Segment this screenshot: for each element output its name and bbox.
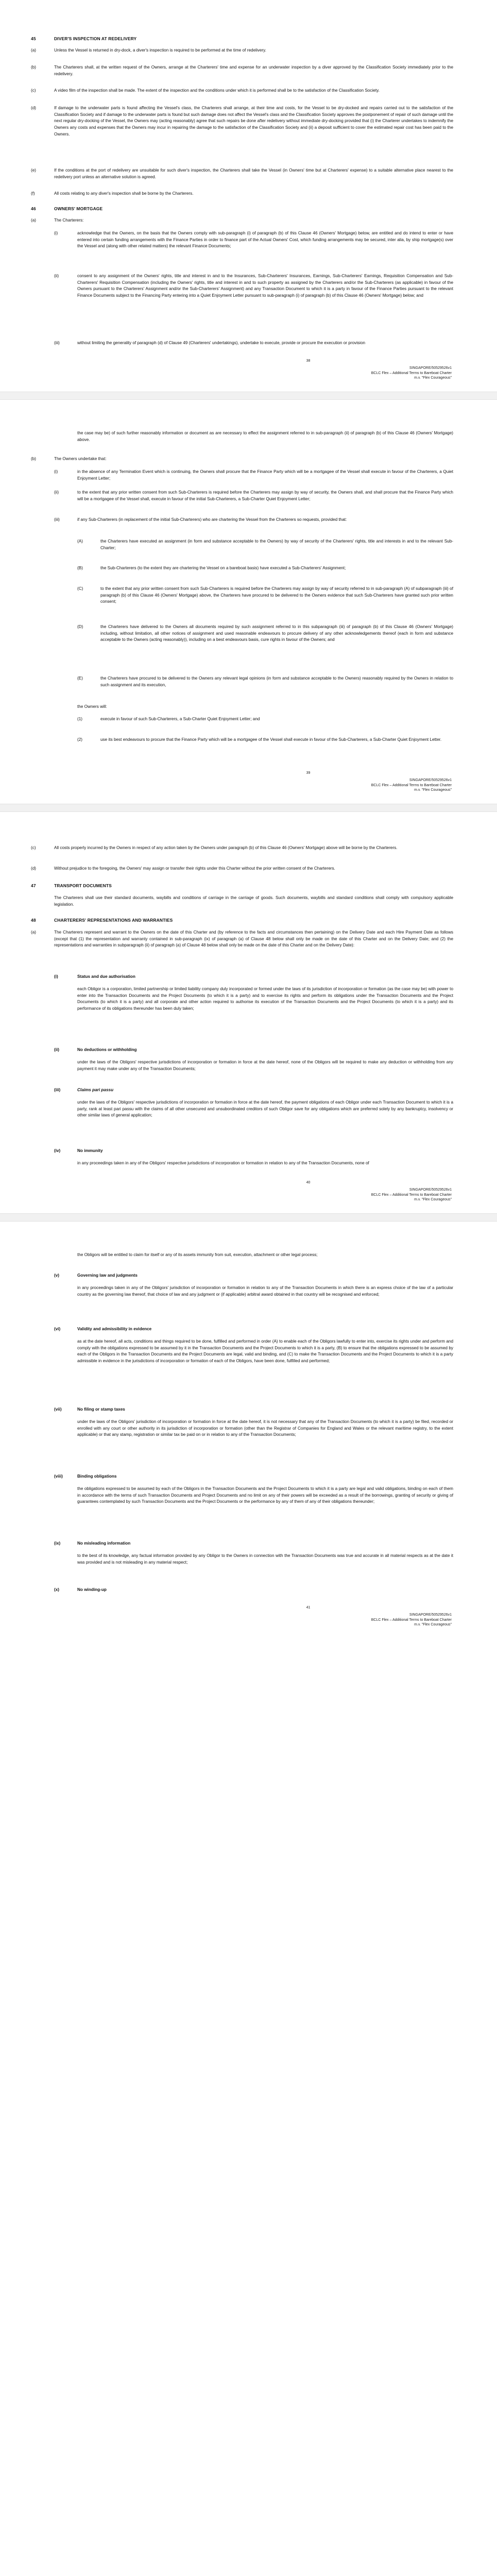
footer-doc-title: BCLC Flex – Additional Terms to Bareboat Charter	[371, 783, 452, 787]
footer-vessel: m.v. "Flex Courageous"	[414, 1623, 452, 1626]
clause-number: 45	[31, 36, 36, 41]
page-number: 38	[306, 359, 311, 363]
clause-title: DIVER'S INSPECTION AT REDELIVERY	[54, 36, 137, 41]
clause-45-b: The Charterers shall, at the written request of the Owners, arrange at the Charterers' time and expense for an underwater inspection by a diver approved by the Classification Society immediately prior to the redelivery.	[54, 65, 453, 76]
clause-45-e: If the conditions at the port of redelivery are unsuitable for such diver's inspection, the Charterers shall take the Vessel (in Owners' time but at Charterers' expense) to a suitable alternative place nearest to the redelivery port unless an alternative solution is agreed.	[54, 168, 453, 179]
para-label: (B)	[77, 566, 83, 570]
item-title: Binding obligations	[77, 1474, 117, 1479]
item-title: No deductions or withholding	[77, 1047, 137, 1052]
item-label: (vii)	[54, 1407, 62, 1412]
clause-46-b-iii: if any Sub-Charterers (in replacement of the initial Sub-Charterers) who are chartering the Vessel from the Charterers so requests, provided that:	[77, 517, 347, 522]
clause-number: 47	[31, 883, 36, 888]
item-label: (iv)	[54, 1148, 61, 1153]
clause-46-b-iii-tail: the Owners will:	[77, 704, 107, 709]
clause-46-a-iii-continued: the case may be) of such further reasonably information or document as are necessary to effect the assignment referred to in sub-paragraph (ii) of paragraph (b) of this Clause 46 (Owners' Mortgage) above.	[77, 431, 453, 442]
footer-doc-title: BCLC Flex – Additional Terms to Bareboat Charter	[371, 1618, 452, 1622]
clause-46-b-iii-A: the Charterers have executed an assignment (in form and substance acceptable to the Owners) by way of security of the Charterers' rights, title and interests in and to the relevant Sub-Charter;	[100, 539, 453, 550]
para-label: (d)	[31, 866, 37, 871]
para-label: (ii)	[54, 274, 59, 278]
item-iv-continued: the Obligors will be entitled to claim for itself or any of its assets immunity from suit, execution, attachment or other legal process;	[77, 1252, 318, 1257]
page-footer	[306, 771, 452, 793]
clause-46-b-i: in the absence of any Termination Event which is continuing, the Owners shall procure that the Finance Party which will be a mortgagee of the Vessel shall execute in favour of the Charterers, a Quiet Enjoyment Letter;	[77, 469, 453, 481]
footer-doc-ref: SINGAPORE/50529526v1	[409, 778, 452, 782]
para-label: (b)	[31, 456, 37, 461]
clause-46-b-iii-B: the Sub-Charterers (to the extent they are chartering the Vessel on a bareboat basis) have executed a Sub-Charterers' Assignment;	[100, 566, 346, 570]
item-label: (iii)	[54, 1088, 61, 1092]
para-label: (b)	[31, 65, 37, 70]
page-number: 41	[306, 1606, 311, 1609]
clause-46-b-iii-1: execute in favour of such Sub-Charterers, a Sub-Charter Quiet Enjoyment Letter; and	[100, 717, 260, 721]
clause-46-b-iii-E: the Charterers have procured to be delivered to the Owners any relevant legal opinions (in form and substance acceptable to the Owners) reasonably required by the Owners in relation to such assignment and its execution,	[100, 676, 453, 687]
para-label: (iii)	[54, 341, 60, 345]
item-body: each Obligor is a corporation, limited partnership or limited liability company duly incorporated or formed under the laws of its jurisdiction of incorporation or formation (as the case may be) with power to enter into the Transaction Documents and the Project Documents (to which it is a party) and to exercise its rights and perform its obligations under the Transaction Documents and the Project Documents (to which it is a party) and all corporate and other action required to authorise its execution of the Transaction Documents and the Project Documents (to which it is a party) and its performance of its obligations thereunder has been duly taken;	[77, 987, 453, 1011]
para-label: (C)	[77, 586, 83, 591]
clause-45-d: If damage to the underwater parts is found affecting the Vessel's class, the Charterers shall arrange, at their time and costs, for the Vessel to be dry-docked and repairs carried out to the satisfaction of the Classification Society and if damage to the underwater parts is found but such damage does not affect the Vessel's class and the Classification Society approves the postponement of repair of such damage until the next regular dry-docking of the Vessel, the Owners may (acting reasonably) agree that such repairs be done after redelivery without immediate dry-docking provided that (i) the Charterer undertakes to indemnify the Owners any costs and expenses that the Owners may incur in repairing the damage to the satisfaction of the Classification Society and (ii) a deposit sufficient to cover the estimated repair cost has been paid to the Owners.	[54, 106, 453, 137]
clause-title: TRANSPORT DOCUMENTS	[54, 883, 112, 888]
page-footer	[306, 359, 452, 381]
clause-46-a: The Charterers:	[54, 218, 84, 223]
clause-45-a: Unless the Vessel is returned in dry-dock, a diver's inspection is required to be performed at the time of redelivery.	[54, 48, 266, 53]
page-break	[0, 392, 497, 400]
para-label: (c)	[31, 845, 36, 850]
item-label: (viii)	[54, 1474, 63, 1479]
para-label: (ii)	[54, 490, 59, 495]
clause-46-b-iii-2: use its best endeavours to procure that the Finance Party which will be a mortgagee of the Vessel shall execute in favour of the Sub-Charterers, a Sub-Charter Quiet Enjoyment Letter.	[100, 737, 442, 742]
para-label: (e)	[31, 168, 37, 173]
item-label: (i)	[54, 974, 58, 979]
para-label: (2)	[77, 737, 83, 742]
para-label: (a)	[31, 930, 37, 935]
item-body: the obligations expressed to be assumed by each of the Obligors in the Transaction Documents and the Project Documents to which it is a party are legal and valid obligations, binding on each of them in accordance with the terms of such Transaction Documents and Project Documents and no limit on any of their powers will be exceeded as a result of the borrowings, granting of security or giving of guarantees contemplated by such Transaction Documents and the Project Documents or the performance by any of them of any of their obligations thereunder;	[77, 1486, 453, 1504]
clause-46-b-ii: to the extent that any prior written consent from such Sub-Charterers is required before the Charterers may assign by way of security, the Owners shall, and shall procure that the Finance Party which will be a mortgagee of the Vessel shall, execute in favour of the initial Sub-Charterers, a Sub-Charter Quiet Enjoyment Letter;	[77, 490, 453, 501]
item-label: (ii)	[54, 1047, 60, 1052]
item-title: No misleading information	[77, 1541, 131, 1546]
page-number: 39	[306, 771, 311, 775]
item-body: under the laws of the Obligors' respective jurisdictions of incorporation or formation in force at the date hereof, the payment obligations of each Obligor under each Transaction Document to which it is a party, rank at least pari passu with the claims of all other unsecured and unsubordinated creditors of such Obligor save for any obligations which are preferred solely by any bankruptcy, insolvency or other similar laws of general application;	[77, 1100, 453, 1118]
clause-number: 46	[31, 206, 36, 211]
clause-46-a-ii: consent to any assignment of the Owners' rights, title and interest in and to the Insurances, Sub-Charterers' Insurances, Earnings, Sub-Charterers' Earnings, Requisition Compensation and Sub-Charterers' Requisition Compensation (including the Owners' rights, title and interest in and to such property as assigned by the Charterers and/or the Sub-Charterers (as applicable) in favour of the Owners pursuant to the Charterers' Assignment and/or the Sub-Charterers' Assignment) and any Transaction Document to which it is a party in favour of the Finance Parties pursuant to the relevant Finance Documents subject to the Financing Party entering into a Quiet Enjoyment Letter pursuant to sub-paragraph (i) of paragraph (b) of this Clause 46 (Owners' Mortgage) below; and	[77, 274, 453, 298]
item-body: under the laws of the Obligors' jurisdiction of incorporation or formation in force at the date hereof, it is not necessary that any of the Transaction Documents (to which it is a party) be filed, recorded or enrolled with any court or other authority in its jurisdiction of incorporation or formation (other than the Registrar of Companies for England and Wales or the relevant maritime registry, to the extent applicable) or that any stamp, registration or similar tax be paid on or in relation to any of the Transaction Documents;	[77, 1419, 453, 1437]
item-label: (x)	[54, 1587, 60, 1592]
clause-46-c: All costs properly incurred by the Owners in respect of any action taken by the Owners under paragraph (b) of this Clause 46 (Owners' Mortgage) above will be borne by the Charterers.	[54, 845, 398, 850]
clause-45-c: A video film of the inspection shall be made. The extent of the inspection and the conditions under which it is performed shall be to the satisfaction of the Classification Society.	[54, 88, 380, 93]
clause-46-b: The Owners undertake that:	[54, 456, 107, 461]
para-label: (E)	[77, 676, 83, 681]
para-label: (A)	[77, 539, 83, 544]
page-break	[0, 804, 497, 812]
para-label: (f)	[31, 191, 35, 196]
clause-46-a-i: acknowledge that the Owners, on the basis that the Owners comply with sub-paragraph (i) of paragraph (b) of this Clause 46 (Owners' Mortgage) below, are entitled and do intend to enter or have entered into certain funding arrangements with the Finance Parties in order to finance part of the Actual Owners' Cost, which funding arrangements may be secured, inter alia, by ship mortgage(s) over the Vessel and (along with other related matters) the relevant Finance Documents;	[77, 231, 453, 249]
item-title: Governing law and judgments	[77, 1273, 138, 1278]
para-label: (a)	[31, 48, 37, 53]
clause-46-b-iii-C: to the extent that any prior written consent from such Sub-Charterers is required before the Charterers may assign by way of security referred to in sub-paragraph (A) of subparagraph (iii) of paragraph (b) of this Clause 46 (Owners' Mortgage) above, the Charterers have procured to be delivered to the Owners evidence that such Sub-Charterers have granted such prior written consent;	[100, 586, 453, 604]
page-number: 40	[306, 1181, 311, 1184]
item-title: Claims pari passu	[77, 1088, 114, 1092]
clause-45-f: All costs relating to any diver's inspection shall be borne by the Charterers.	[54, 191, 194, 196]
item-label: (v)	[54, 1273, 60, 1278]
footer-vessel: m.v. "Flex Courageous"	[414, 1198, 452, 1201]
para-label: (c)	[31, 88, 36, 93]
footer-doc-ref: SINGAPORE/50529526v1	[409, 1188, 452, 1192]
item-title: No filing or stamp taxes	[77, 1407, 125, 1412]
para-label: (i)	[54, 231, 58, 235]
clause-46-d: Without prejudice to the foregoing, the Owners' may assign or transfer their rights under this Charter without the prior written consent of the Charterers.	[54, 866, 335, 871]
clause-47-body: The Charterers shall use their standard documents, waybills and conditions of carriage in the carriage of goods. Such documents, waybills and standard conditions shall comply with compulsory applicable legislation.	[54, 895, 453, 907]
item-body: in any proceedings taken in any of the Obligors' jurisdiction of incorporation or formation in relation to any of the Transaction Documents in which there is an express choice of the law of a particular country as the governing law thereof, that choice of law and any judgment or (if applicable) arbitral award obtained in that country will be recognised and enforced;	[77, 1285, 453, 1297]
para-label: (a)	[31, 218, 37, 223]
para-label: (1)	[77, 717, 83, 721]
clause-title: CHARTERERS' REPRESENTATIONS AND WARRANTIES	[54, 918, 173, 923]
footer-doc-ref: SINGAPORE/50529526v1	[409, 1613, 452, 1617]
clause-number: 48	[31, 918, 36, 923]
clause-title: OWNERS' MORTGAGE	[54, 206, 103, 211]
item-label: (vi)	[54, 1327, 61, 1331]
item-title: Validity and admissibility in evidence	[77, 1327, 152, 1331]
para-label: (iii)	[54, 517, 60, 522]
footer-doc-title: BCLC Flex – Additional Terms to Bareboat Charter	[371, 371, 452, 375]
item-body: as at the date hereof, all acts, conditions and things required to be done, fulfilled and performed in order (A) to enable each of the Obligors lawfully to enter into, exercise its rights under and perform and comply with the obligations expressed to be assumed by it in the Transaction Documents and the Project Documents to which it is a party, (B) to ensure that the obligations expressed to be assumed by each of the Obligors in the Transaction Documents and the Project Documents are legal, valid and binding, and (C) to make the Transaction Documents and the Project Documents to which it is a party admissible in evidence in the jurisdictions of incorporation or formation of each of the Obligors, have been done, fulfilled and performed;	[77, 1339, 453, 1364]
item-title: No winding-up	[77, 1587, 107, 1592]
clause-48-a: The Charterers represent and warrant to the Owners on the date of this Charter and (by reference to the facts and circumstances then pertaining) on the Delivery Date and each Hire Payment Date as follows (except that (1) the representation and warranty contained in sub-paragraph (ix) of paragraph (a) of Clause 48 below shall only be made on the date of this Charter and on the Delivery Date; and (2) the representations and warranties in subparagraph (ii) of paragraph (a) of Clause 48 below shall only be made on the date of this Charter and on the Delivery Date):	[54, 930, 453, 948]
footer-vessel: m.v. "Flex Courageous"	[414, 788, 452, 792]
page-break	[0, 1213, 497, 1222]
item-title: Status and due authorisation	[77, 974, 135, 979]
page-footer	[306, 1606, 452, 1628]
item-body: in any proceedings taken in any of the Obligors' respective jurisdictions of incorporation or formation in relation to any of the Transaction Documents, none of	[77, 1161, 369, 1165]
page-footer	[306, 1181, 452, 1202]
para-label: (d)	[31, 106, 37, 110]
clause-46-b-iii-D: the Charterers have delivered to the Owners all documents required by such assignment referred to in this subparagraph (iii) of paragraph (b) of this Clause 46 (Owners' Mortgage) including, without limitation, all other notices of assignment and used reasonable endeavours to procure delivery of any other acknowledgements thereof (each in form and substance acceptable to the Owners (acting reasonably)), including on a best endeavours basis, cure rights in favour of the Owners; and	[100, 624, 453, 642]
footer-vessel: m.v. "Flex Courageous"	[414, 376, 452, 380]
item-body: to the best of its knowledge, any factual information provided by any Obligor to the Owners in connection with the Transaction Documents was true and accurate in all material respects as at the date it was provided and is not misleading in any material respect;	[77, 1553, 453, 1565]
footer-doc-title: BCLC Flex – Additional Terms to Bareboat Charter	[371, 1193, 452, 1197]
item-title: No immunity	[77, 1148, 103, 1153]
item-body: under the laws of the Obligors' respective jurisdictions of incorporation or formation in force at the date hereof, none of the Obligors will be required to make any deduction or withholding from any payment it may make under any of the Transaction Documents;	[77, 1060, 453, 1071]
footer-doc-ref: SINGAPORE/50529526v1	[409, 366, 452, 370]
item-label: (ix)	[54, 1541, 61, 1546]
para-label: (D)	[77, 624, 83, 629]
para-label: (i)	[54, 469, 58, 474]
clause-46-a-iii: without limiting the generality of paragraph (d) of Clause 49 (Charterers' undertakings), undertake to execute, provide or procure the execution or provision	[77, 341, 366, 345]
